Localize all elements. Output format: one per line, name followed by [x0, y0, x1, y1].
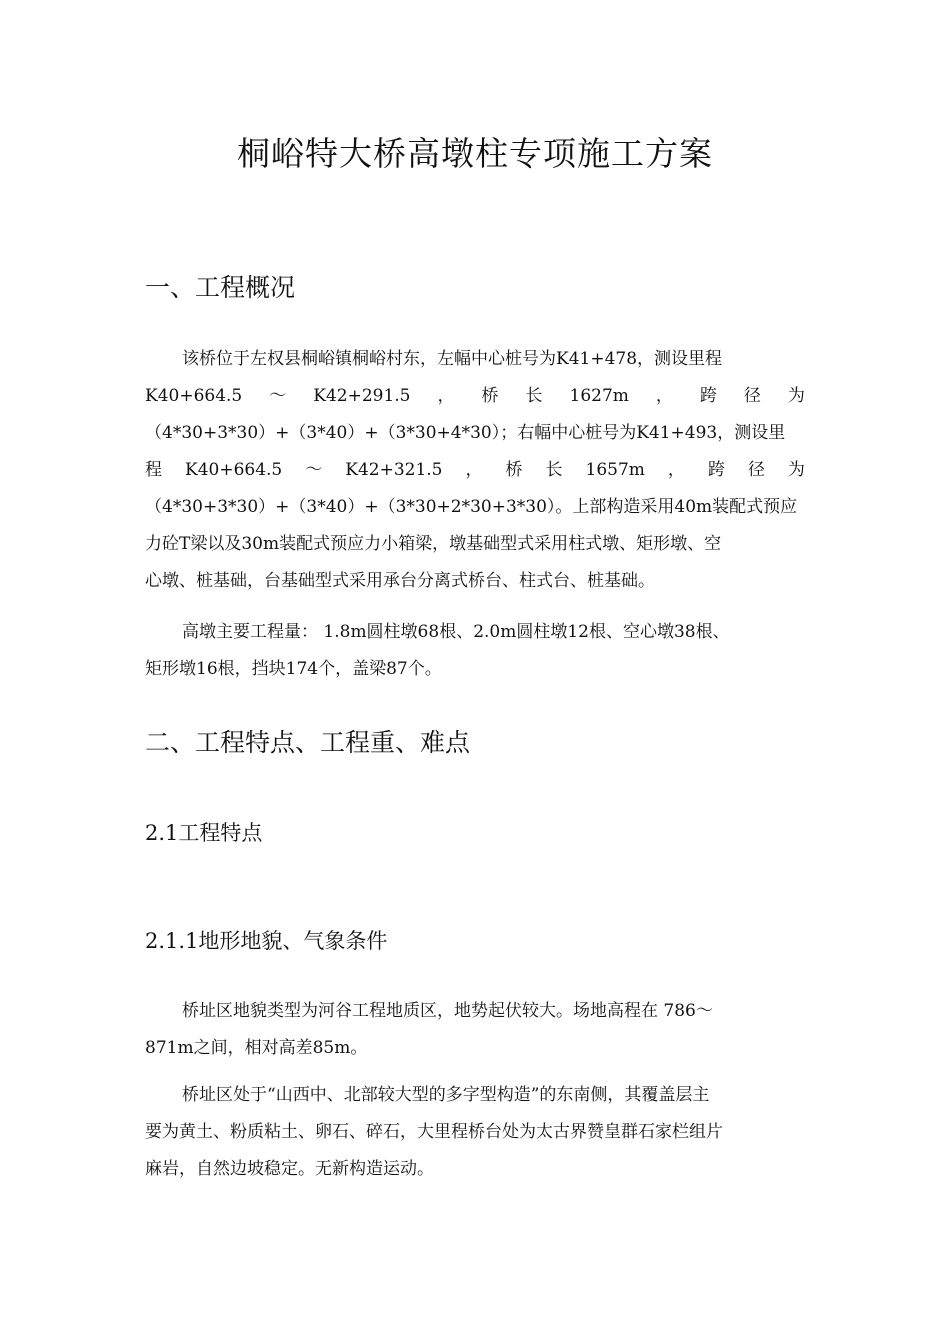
text-token: 径	[747, 460, 765, 480]
text-token: K42+291.5	[313, 386, 411, 406]
text-token: K40+664.5	[185, 460, 283, 480]
text-token: 桥	[505, 460, 523, 480]
text-token: 1657m	[585, 460, 645, 480]
text-token: ，	[655, 386, 673, 406]
text-token: 跨	[707, 460, 725, 480]
paragraph-line-justified	[145, 378, 805, 415]
paragraph-line-justified	[145, 452, 805, 489]
text-token: 程	[145, 460, 162, 480]
paragraph-line: 矩形墩16根，挡块174个，盖梁87个。	[145, 659, 442, 679]
text-token: ～	[305, 460, 323, 480]
subsection-heading-2-1-1: 2.1.1地形地貌、气象条件	[145, 929, 388, 953]
paragraph-line: （4*30+3*30）+（3*40）+（3*30+4*30）；右幅中心桩号为K41+493，测设里	[145, 423, 786, 443]
paragraph-quantities	[145, 614, 805, 688]
text-token: 为	[787, 460, 805, 480]
text-token: ，	[465, 460, 483, 480]
paragraph-geology	[145, 1077, 805, 1188]
text-token: ，	[667, 460, 685, 480]
text-token: 长	[545, 460, 563, 480]
paragraph-terrain	[145, 993, 805, 1067]
subsection-heading-2-1: 2.1工程特点	[145, 821, 263, 845]
text-token: ～	[269, 386, 287, 406]
paragraph-overview	[145, 341, 805, 600]
document-title: 桐峪特大桥高墩柱专项施工方案	[237, 134, 713, 173]
text-token: 跨	[699, 386, 717, 406]
paragraph-line: 桥址区地貌类型为河谷工程地质区，地势起伏较大。场地高程在 786～	[182, 1001, 713, 1021]
paragraph-line: 871m之间，相对高差85m。	[145, 1038, 368, 1058]
section-heading-features: 二、工程特点、工程重、难点	[145, 728, 471, 757]
paragraph-line: 麻岩，自然边坡稳定。无新构造运动。	[145, 1159, 434, 1179]
text-token: 1627m	[569, 386, 629, 406]
paragraph-line: 心墩、桩基础，台基础型式采用承台分离式桥台、柱式台、桩基础。	[145, 571, 655, 591]
paragraph-line: 该桥位于左权县桐峪镇桐峪村东，左幅中心桩号为K41+478，测设里程	[182, 349, 723, 369]
text-token: ，	[437, 386, 455, 406]
text-token: K42+321.5	[345, 460, 443, 480]
text-token: 为	[787, 386, 805, 406]
text-token: K40+664.5	[145, 386, 243, 406]
text-token: 径	[743, 386, 761, 406]
text-token: 长	[525, 386, 543, 406]
paragraph-line: 高墩主要工程量： 1.8m圆柱墩68根、2.0m圆柱墩12根、空心墩38根、	[182, 622, 730, 642]
text-token: 桥	[481, 386, 499, 406]
paragraph-line: 要为黄土、粉质粘土、卵石、碎石，大里程桥台处为太古界赞皇群石家栏组片	[145, 1122, 723, 1142]
paragraph-line: （4*30+3*30）+（3*40）+（3*30+2*30+3*30）。上部构造采用40m装配式预应	[145, 497, 798, 517]
paragraph-line: 力砼T梁以及30m装配式预应力小箱梁，墩基础型式采用柱式墩、矩形墩、空	[145, 534, 722, 554]
section-heading-overview: 一、工程概况	[145, 273, 296, 302]
paragraph-line: 桥址区处于“山西中、北部较大型的多字型构造”的东南侧，其覆盖层主	[182, 1085, 710, 1105]
